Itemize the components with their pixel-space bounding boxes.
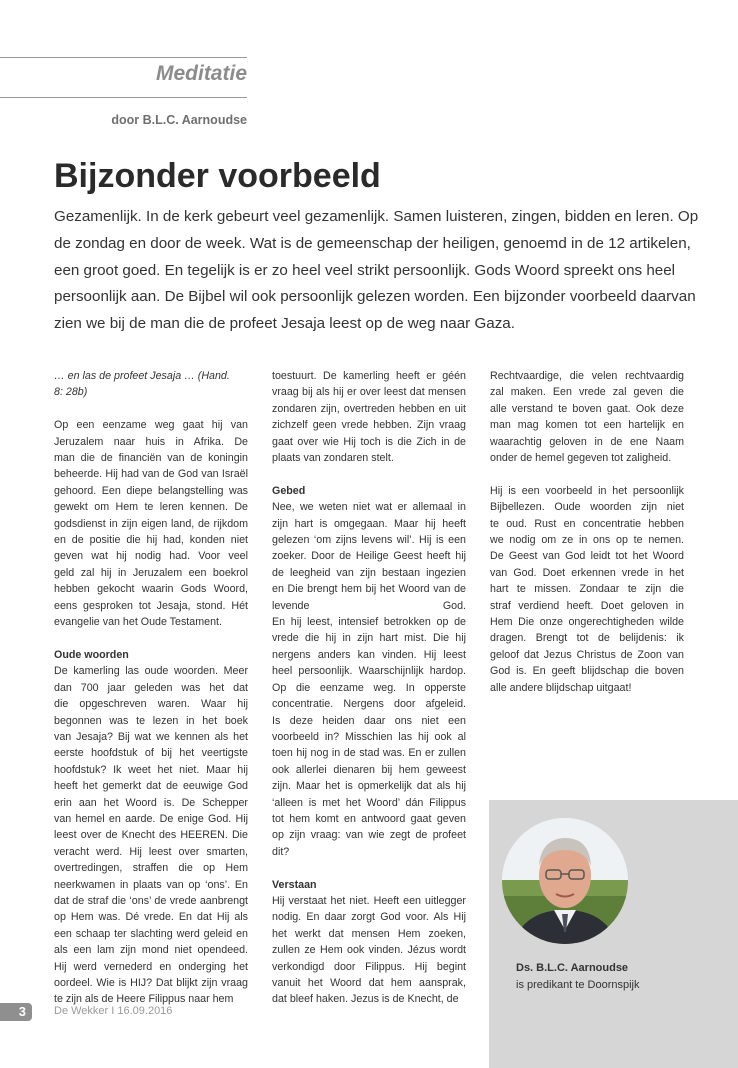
text-line: overtredingen, straffen die op Hem [54, 862, 248, 875]
text-line: ook allerlei dienaren bij hem geweest [272, 763, 466, 776]
text-line: zien we bij de man die de profeet Jesaja leest op de weg naar Gaza. [54, 315, 515, 333]
text-line: evangelie van het Oude Testament. [54, 616, 222, 629]
text-line: onder de hemel gegeven tot zaligheid. [490, 452, 672, 465]
text-line: voorbeeld in? Misschien las hij ook al [272, 730, 466, 743]
text-line: neerkwamen in plaats van op ‘ons’. En [54, 878, 248, 891]
byline: door B.L.C. Aarnoudse [111, 113, 247, 127]
text-line: van hemel en aarde. De enige God. Hij [54, 812, 248, 825]
text-line: De Geest van God leidt tot het Woord [490, 550, 684, 563]
text-line: verkondigd door Filippus. Hij begint [272, 960, 466, 973]
text-line: erin aan het Woord is. De Schepper [54, 796, 248, 809]
text-line: een schaap ter slachting werd geleid en [54, 927, 248, 940]
article-title: Bijzonder voorbeeld [54, 157, 381, 195]
text-line: nergens anders kan vinden. Hij leest [272, 648, 466, 661]
text-line: ‘alleen is met het Woord’ dán Filippus [272, 796, 466, 809]
text-line: waarachtig geloven in de ene Naam [490, 435, 684, 448]
text-line: zichzelf geen vrede hebben. Zijn vraag [272, 419, 466, 432]
text-line: hebben gekocht waarin Gods Woord, [54, 583, 248, 596]
author-photo [502, 818, 628, 944]
paragraph [272, 368, 466, 466]
paragraph [54, 663, 248, 1008]
text-line: de zondag en door de week. Wat is de gemeenschap der heiligen, genoemd in de 12 artikelen, [54, 234, 691, 252]
text-line: vanuit het Woord dat hem aansprak, [272, 977, 466, 989]
text-line: zullen ze Hem ook vinden. Jézus wordt [272, 944, 466, 957]
column-3 [490, 368, 684, 696]
text-line: Nee, we weten niet wat er allemaal in [272, 501, 466, 514]
text-line: straf verdiend heeft. Doet geloven in [490, 599, 684, 612]
text-line: tot hem komt en antwoord gaat geven [272, 812, 466, 825]
text-line: te zijn als de Heere Filippus naar hem [54, 993, 234, 1006]
text-line: eerste hoofdstuk of bij het veertigste [54, 747, 248, 760]
column-2 [272, 368, 466, 1008]
text-line: als een lam zijn mond niet opendeed. [54, 944, 248, 957]
text-line: beheerde. Hij had van de God van Israël [54, 468, 248, 481]
paragraph [54, 417, 248, 630]
text-line: Gezamenlijk. In de kerk gebeurt veel gezamenlijk. Samen luisteren, zingen, bidden en leren. Op [54, 208, 699, 225]
text-line: zijn. Maar het is opmerkelijk dat als hij [272, 780, 466, 793]
text-line: … en las de profeet Jesaja … (Hand. [54, 370, 230, 382]
text-line: nodig. En daar zorgt God voor. Als Hij [272, 911, 466, 924]
text-line: dat de straf die ‘ons’ de vrede aanbrengt [54, 894, 248, 907]
text-line: en de positie die hij had, konden niet [54, 534, 248, 547]
text-line: van God. Doet erkennen vrede in het [490, 566, 684, 579]
text-line: Op die eenzame weg. In opperste [272, 681, 466, 694]
text-line: heel persoonlijk. Waarschijnlijk hardop. [272, 665, 466, 678]
subheading: Oude woorden [54, 648, 129, 661]
header-rule-top [0, 57, 247, 58]
text-line: gehoord. Een diepe belangstelling was [54, 484, 248, 497]
text-line: gewekt om Hem te leren kennen. De [54, 501, 248, 514]
paragraph [272, 893, 466, 1008]
paragraph [490, 368, 684, 466]
text-line: plaats van zondaren stelt. [272, 452, 394, 465]
text-line: op zijn vraag: van wie zegt de profeet [272, 829, 466, 842]
text-line: vrede die hij in zijn hart mist. Die hij [272, 632, 466, 645]
text-line: Jeruzalem naar huis in Afrika. De [54, 435, 248, 448]
text-line: op Hem was. Dé vrede. En dat Hij als [54, 911, 248, 924]
text-line: gaat over wie Hij toch is die Zich in de [272, 435, 466, 448]
text-line: Hij werd vernederd en onderging het [54, 960, 248, 973]
text-line: man mag komen tot een hartelijk en [490, 419, 684, 432]
text-line: begonnen was te lezen in het boek [54, 714, 248, 727]
text-line: oordeel. Wie is HIJ? Dat blijkt zijn vraag [54, 977, 248, 989]
text-line: we nodig om ze in ons op te nemen. [490, 534, 684, 547]
text-line: Rechtvaardige, die velen rechtvaardig [490, 370, 684, 382]
text-line: te oud. Rust en concentratie hebben [490, 517, 684, 530]
scripture-quote [54, 368, 248, 401]
text-line: zijn hart is omgegaan. Maar hij heeft [272, 517, 466, 530]
text-line: vraag bij als hij er over leest dat mensen [272, 386, 466, 399]
text-line: God is. En geeft blijdschap die boven [490, 665, 684, 678]
text-line: heeft het gemerkt dat de eeuwige God [54, 780, 248, 793]
text-line: Hij verstaat het niet. Heeft een uitlegger [272, 894, 466, 907]
text-line: veracht werd. Hij leest over smarten, [54, 845, 248, 858]
text-line: Hem Die onze ongerechtigheden wilde [490, 616, 684, 629]
text-line: hart te missen. Zondaar te zijn die [490, 583, 684, 596]
text-line: toestuurt. De kamerling heeft er géén [272, 370, 466, 382]
text-line: de leegheid van zijn bestaan ingezien [272, 566, 466, 579]
text-line: zal maken. Een vrede zal geven die [490, 386, 684, 399]
text-line: Bijbellezen. Oude woorden zijn niet [490, 501, 684, 514]
author-role: is predikant te Doornspijk [516, 979, 640, 991]
text-line: concentratie. Nergens door afgeleid. [272, 698, 466, 711]
text-line: Hij is een voorbeeld in het persoonlijk [490, 484, 684, 497]
text-line: dit? [272, 845, 290, 858]
text-line: leest over de Knecht des HEEREN. Die [54, 829, 248, 842]
paragraph [490, 483, 684, 696]
text-line: een groot goed. En tegelijk is er zo heel veel strikt persoonlijk. Gods Woord spreekt ons heel [54, 261, 676, 279]
text-line: hoofdstuk? Ik weet het niet. Maar hij [54, 763, 248, 776]
text-line: De kamerling las oude woorden. Meer [54, 665, 248, 678]
text-line: 8: 28b) [54, 386, 88, 399]
text-line: geloof dat Jezus Christus de Zoon van [490, 648, 684, 661]
text-line: alle verstand te boven gaat. Ook deze [490, 402, 684, 415]
text-line: En hij leest, intensief betrokken op de [272, 616, 466, 629]
text-line: toen hij nog in de stad was. En er zullen [272, 747, 466, 760]
text-line: levende God. [272, 599, 466, 612]
column-1 [54, 368, 248, 1008]
footer-publication: De Wekker I 16.09.2016 [54, 1005, 173, 1017]
text-line: gelezen ‘om zijns levens wil’. Hij is een [272, 534, 466, 547]
text-line: dat bleef haken. Jezus is de Knecht, de [272, 993, 459, 1006]
subheading: Verstaan [272, 878, 317, 891]
text-line: Is deze heiden daar ons niet een [272, 714, 466, 727]
text-line: dragen. Brengt tot de belijdenis: ik [490, 632, 684, 645]
author-name: Ds. B.L.C. Aarnoudse [516, 962, 629, 974]
text-line: van Jesaja? Bij wat we kennen als het [54, 730, 248, 743]
text-line: dan 700 jaar geleden was het dat [54, 681, 248, 694]
text-line: het werkt dat mensen Hem zoeken, [272, 927, 466, 940]
subheading: Gebed [272, 484, 306, 497]
text-line: persoonlijk aan. De Bijbel wil ook persoonlijk gelezen worden. Een bijzonder voorbeeld daarvan [54, 288, 696, 306]
text-line: geven wat hij nodig had. Voor veel [54, 550, 248, 563]
section-label: Meditatie [155, 62, 247, 85]
text-line: geld zal hij in Jeruzalem een boekrol [54, 566, 248, 579]
text-line: eens gesproken tot Jesaja, stond. Hét [54, 599, 248, 612]
text-line: man die de financiën van de koningin [54, 452, 248, 465]
text-line: en Die brengt hem bij het Woord van de [272, 583, 466, 596]
text-line: zoeker. Door de Heilige Geest heeft hij [272, 550, 466, 563]
text-line: alle andere blijdschap uitgaat! [490, 681, 632, 694]
lead-paragraph [54, 204, 699, 338]
text-line: zondaren zijn, overtreden hebben en uit [272, 402, 466, 415]
text-line: die opgeschreven waren. Waar hij [54, 698, 248, 711]
text-line: Op een eenzame weg gaat hij van [54, 419, 248, 432]
header-rule-bottom [0, 97, 247, 98]
page-number: 3 [0, 1003, 32, 1021]
text-line: godsdienst in zijn eigen land, de rijkdom [54, 517, 248, 530]
paragraph [272, 499, 466, 860]
